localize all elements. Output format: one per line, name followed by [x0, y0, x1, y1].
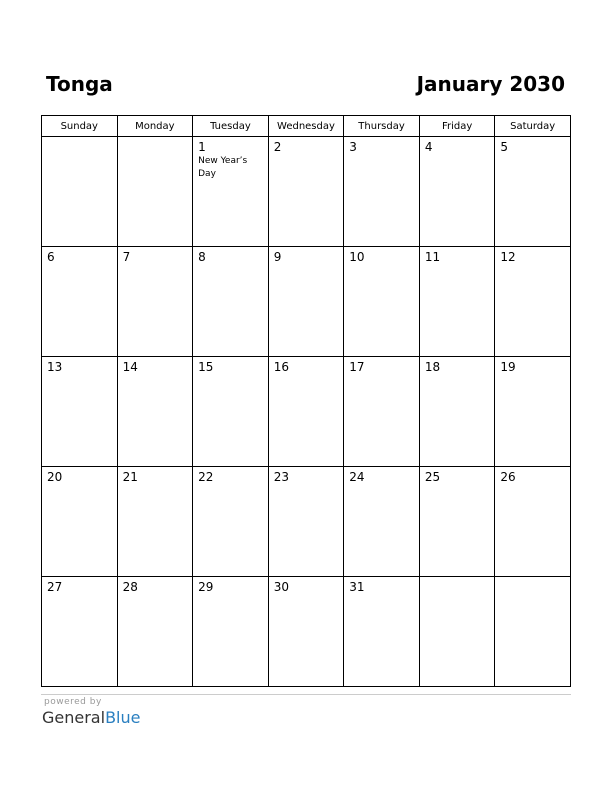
calendar-week-row	[42, 137, 571, 247]
day-number: 19	[500, 360, 516, 374]
powered-by-label: powered by	[44, 697, 102, 707]
day-number: 18	[424, 360, 441, 374]
weekday-header-thursday: Thursday	[344, 116, 420, 137]
day-number: 1	[198, 140, 206, 154]
day-number: 24	[349, 470, 365, 484]
day-number: 25	[424, 470, 441, 484]
calendar-week-row	[42, 357, 571, 467]
month-year-title: January 2030	[416, 72, 565, 96]
calendar-day-cell	[42, 467, 118, 577]
country-name: Tonga	[46, 72, 113, 96]
day-number: 23	[273, 470, 289, 484]
calendar-day-cell	[117, 577, 193, 687]
day-number: 3	[349, 140, 357, 154]
day-number: 4	[424, 140, 433, 154]
footer-divider	[41, 694, 571, 695]
day-number	[420, 577, 495, 580]
day-number: 22	[198, 470, 214, 484]
brand-name-blue: Blue	[105, 708, 141, 727]
day-number: 5	[500, 140, 509, 154]
calendar-day-cell	[117, 357, 193, 467]
calendar-day-cell	[117, 137, 193, 247]
day-number	[42, 137, 117, 140]
day-number: 28	[122, 580, 138, 594]
calendar-day-cell	[419, 137, 495, 247]
calendar-day-cell	[42, 137, 118, 247]
day-number: 16	[273, 360, 289, 374]
calendar-day-cell	[268, 467, 344, 577]
day-number: 7	[122, 250, 131, 264]
day-number: 10	[349, 250, 365, 264]
calendar-day-cell	[495, 577, 571, 687]
calendar-day-cell	[419, 247, 495, 357]
calendar-day-cell	[344, 247, 420, 357]
brand-name-general: General	[42, 708, 106, 727]
calendar-day-cell	[268, 137, 344, 247]
calendar-day-cell	[42, 357, 118, 467]
calendar-day-cell	[268, 577, 344, 687]
calendar-day-cell	[268, 357, 344, 467]
weekday-header-row	[42, 116, 571, 137]
calendar-day-cell	[193, 577, 269, 687]
day-number: 9	[273, 250, 282, 264]
weekday-header-monday: Monday	[117, 116, 193, 137]
day-number	[118, 137, 193, 140]
calendar-day-cell	[344, 577, 420, 687]
calendar-day-cell	[344, 357, 420, 467]
calendar-day-cell	[419, 467, 495, 577]
day-number	[495, 577, 570, 580]
calendar-week-row	[42, 577, 571, 687]
calendar-grid	[41, 115, 571, 687]
calendar-body	[42, 137, 571, 687]
calendar-day-cell	[268, 247, 344, 357]
day-number: 8	[198, 250, 206, 264]
calendar-day-cell	[495, 467, 571, 577]
calendar-day-cell	[419, 357, 495, 467]
day-number: 11	[424, 250, 441, 264]
day-number: 26	[500, 470, 516, 484]
weekday-header-wednesday: Wednesday	[268, 116, 344, 137]
day-number: 2	[273, 140, 282, 154]
day-number: 29	[198, 580, 214, 594]
day-number: 27	[47, 580, 63, 594]
day-number: 20	[47, 470, 63, 484]
holiday-label: New Year’s Day	[198, 156, 248, 179]
brand-logo	[42, 708, 140, 728]
calendar-day-cell	[193, 247, 269, 357]
calendar-day-cell	[495, 357, 571, 467]
day-number: 15	[198, 360, 214, 374]
calendar-week-row	[42, 467, 571, 577]
day-number: 13	[47, 360, 63, 374]
calendar-day-cell	[193, 137, 269, 247]
day-number: 14	[122, 360, 138, 374]
calendar-day-cell	[495, 247, 571, 357]
calendar-day-cell	[419, 577, 495, 687]
calendar-day-cell	[117, 467, 193, 577]
calendar-day-cell	[193, 357, 269, 467]
day-number: 21	[122, 470, 138, 484]
calendar-day-cell	[344, 467, 420, 577]
day-number: 30	[273, 580, 289, 594]
calendar-day-cell	[344, 137, 420, 247]
calendar-day-cell	[117, 247, 193, 357]
weekday-header-saturday: Saturday	[495, 116, 571, 137]
calendar-day-cell	[42, 247, 118, 357]
calendar-day-cell	[495, 137, 571, 247]
calendar-day-cell	[193, 467, 269, 577]
weekday-header-tuesday: Tuesday	[193, 116, 269, 137]
weekday-header-friday: Friday	[419, 116, 495, 137]
day-number: 12	[500, 250, 516, 264]
weekday-header-sunday: Sunday	[42, 116, 118, 137]
calendar-day-cell	[42, 577, 118, 687]
day-number: 17	[349, 360, 365, 374]
day-number: 6	[47, 250, 55, 264]
day-number: 31	[349, 580, 365, 594]
calendar-week-row	[42, 247, 571, 357]
